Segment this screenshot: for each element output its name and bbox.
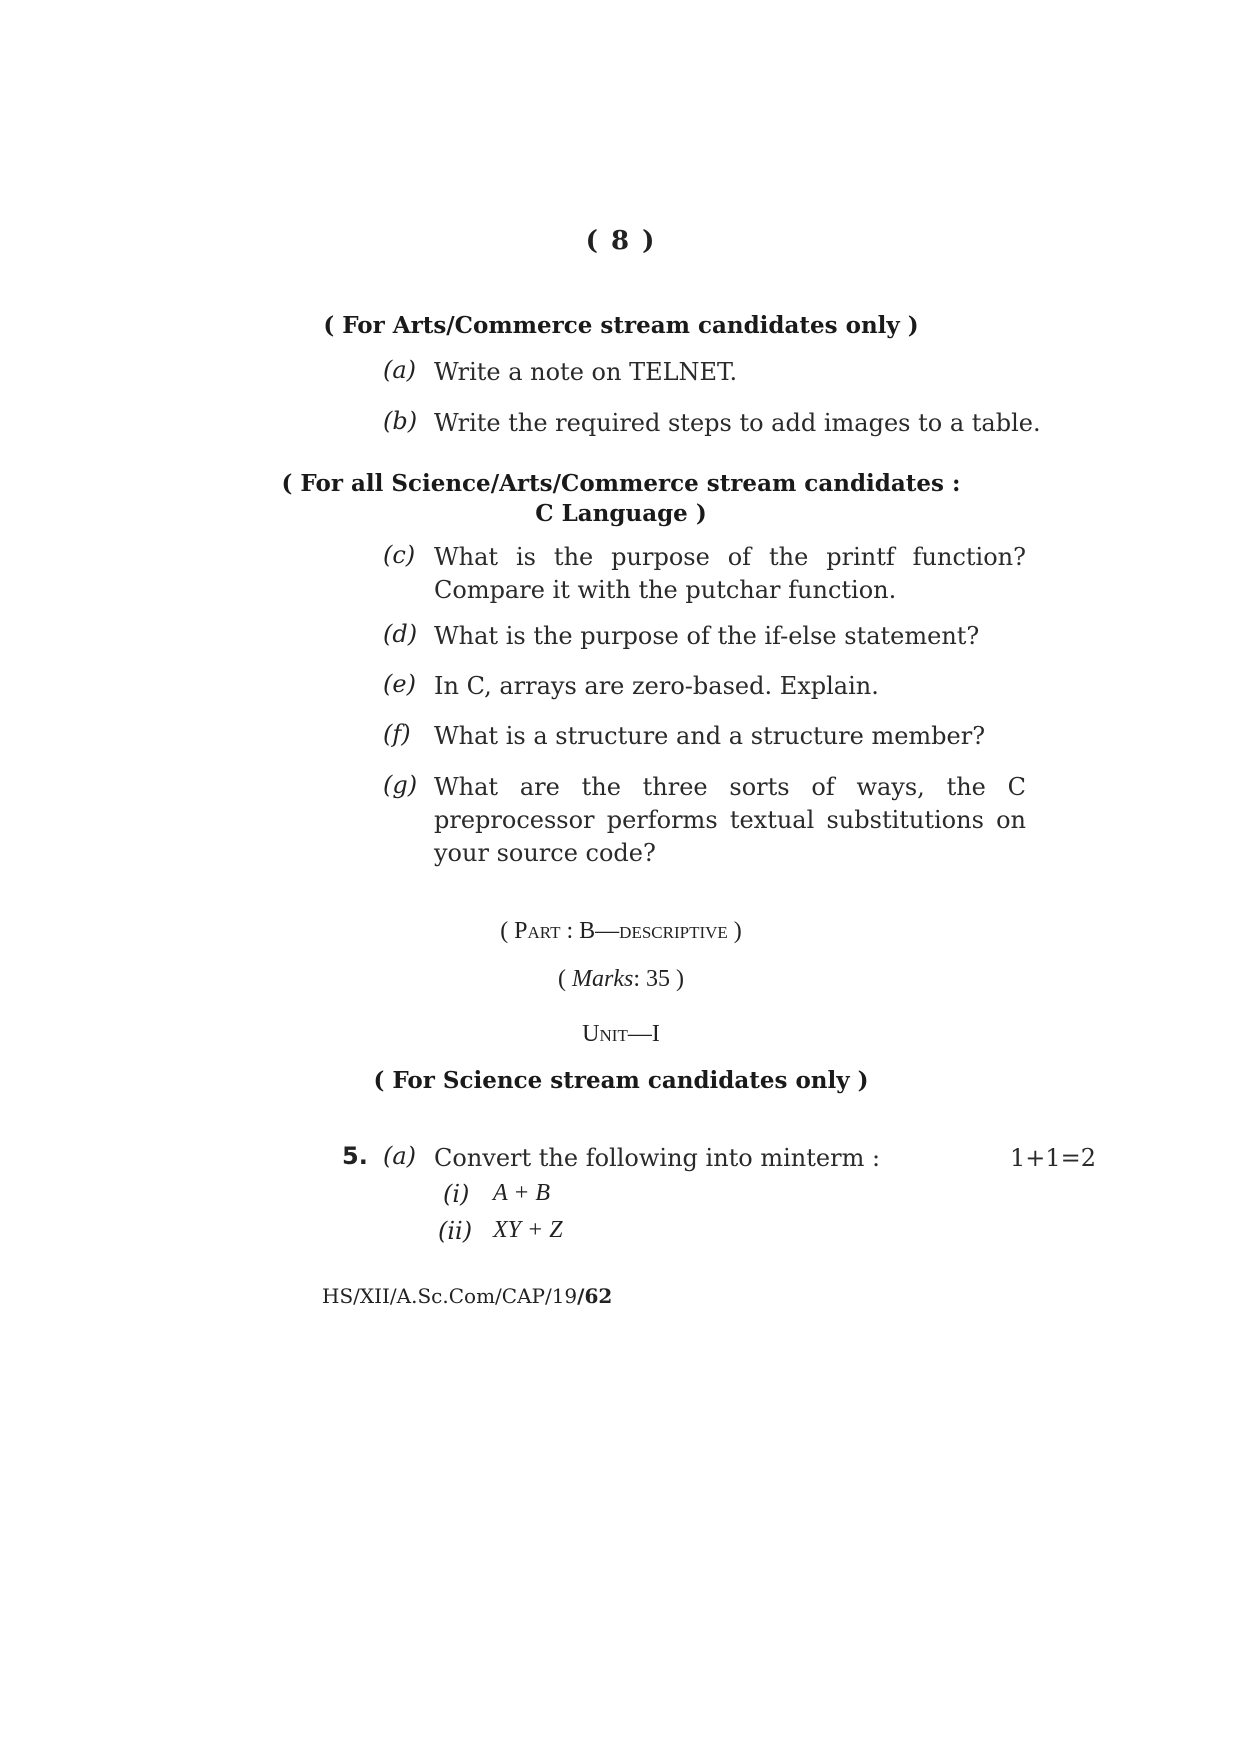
subpart-expr-ii: XY + Z	[493, 1217, 563, 1243]
section-heading-c-line2: C Language )	[535, 500, 707, 527]
marks-line	[0, 966, 1242, 993]
question-e: In C, arrays are zero-based. Explain.	[434, 672, 879, 700]
question-c-line1: What is the purpose of the printf function?	[434, 543, 1026, 571]
question-d: What is the purpose of the if-else statement?	[434, 622, 980, 650]
question-label-b: (b)	[383, 407, 418, 435]
question-label-d: (d)	[383, 620, 418, 648]
unit-heading: Unit—I	[582, 1021, 660, 1047]
question-g-line2: preprocessor performs textual substitutions on	[434, 806, 1026, 834]
question-c-line2: Compare it with the putchar function.	[434, 576, 897, 604]
subpart-label-ii: (ii)	[438, 1217, 473, 1245]
footer-code	[322, 1284, 612, 1308]
question-number-5: 5.	[342, 1142, 368, 1170]
question-5a: Convert the following into minterm :	[434, 1144, 881, 1172]
marks-value: : 35 )	[633, 966, 684, 992]
subpart-expr-i: A + B	[493, 1180, 551, 1206]
question-label-c: (c)	[383, 541, 416, 569]
marks-open: (	[558, 966, 566, 992]
footer-code-suffix: /62	[577, 1284, 613, 1308]
question-g-line3: your source code?	[434, 839, 656, 867]
question-a: Write a note on TELNET.	[434, 358, 738, 386]
section-heading-arts: ( For Arts/Commerce stream candidates only )	[323, 312, 919, 339]
question-g-line1: What are the three sorts of ways, the C	[434, 773, 1026, 801]
subpart-label-i: (i)	[443, 1180, 470, 1208]
section-heading-c-line1: ( For all Science/Arts/Commerce stream candidates :	[281, 470, 961, 497]
page-number: ( 8 )	[585, 226, 657, 256]
question-5a-marks: 1+1=2	[1010, 1144, 1097, 1172]
question-b: Write the required steps to add images to a table.	[434, 409, 1041, 437]
marks-label: Marks	[572, 966, 634, 992]
question-label-g: (g)	[383, 771, 418, 799]
question-label-a: (a)	[383, 356, 417, 384]
question-label-5a: (a)	[383, 1142, 417, 1170]
question-f: What is a structure and a structure member?	[434, 722, 986, 750]
section-heading-science: ( For Science stream candidates only )	[373, 1067, 869, 1094]
footer-code-text: HS/XII/A.Sc.Com/CAP/19	[322, 1284, 578, 1308]
part-b-title: ( Part : B—descriptive )	[500, 918, 742, 944]
question-label-f: (f)	[383, 720, 411, 748]
question-label-e: (e)	[383, 670, 416, 698]
